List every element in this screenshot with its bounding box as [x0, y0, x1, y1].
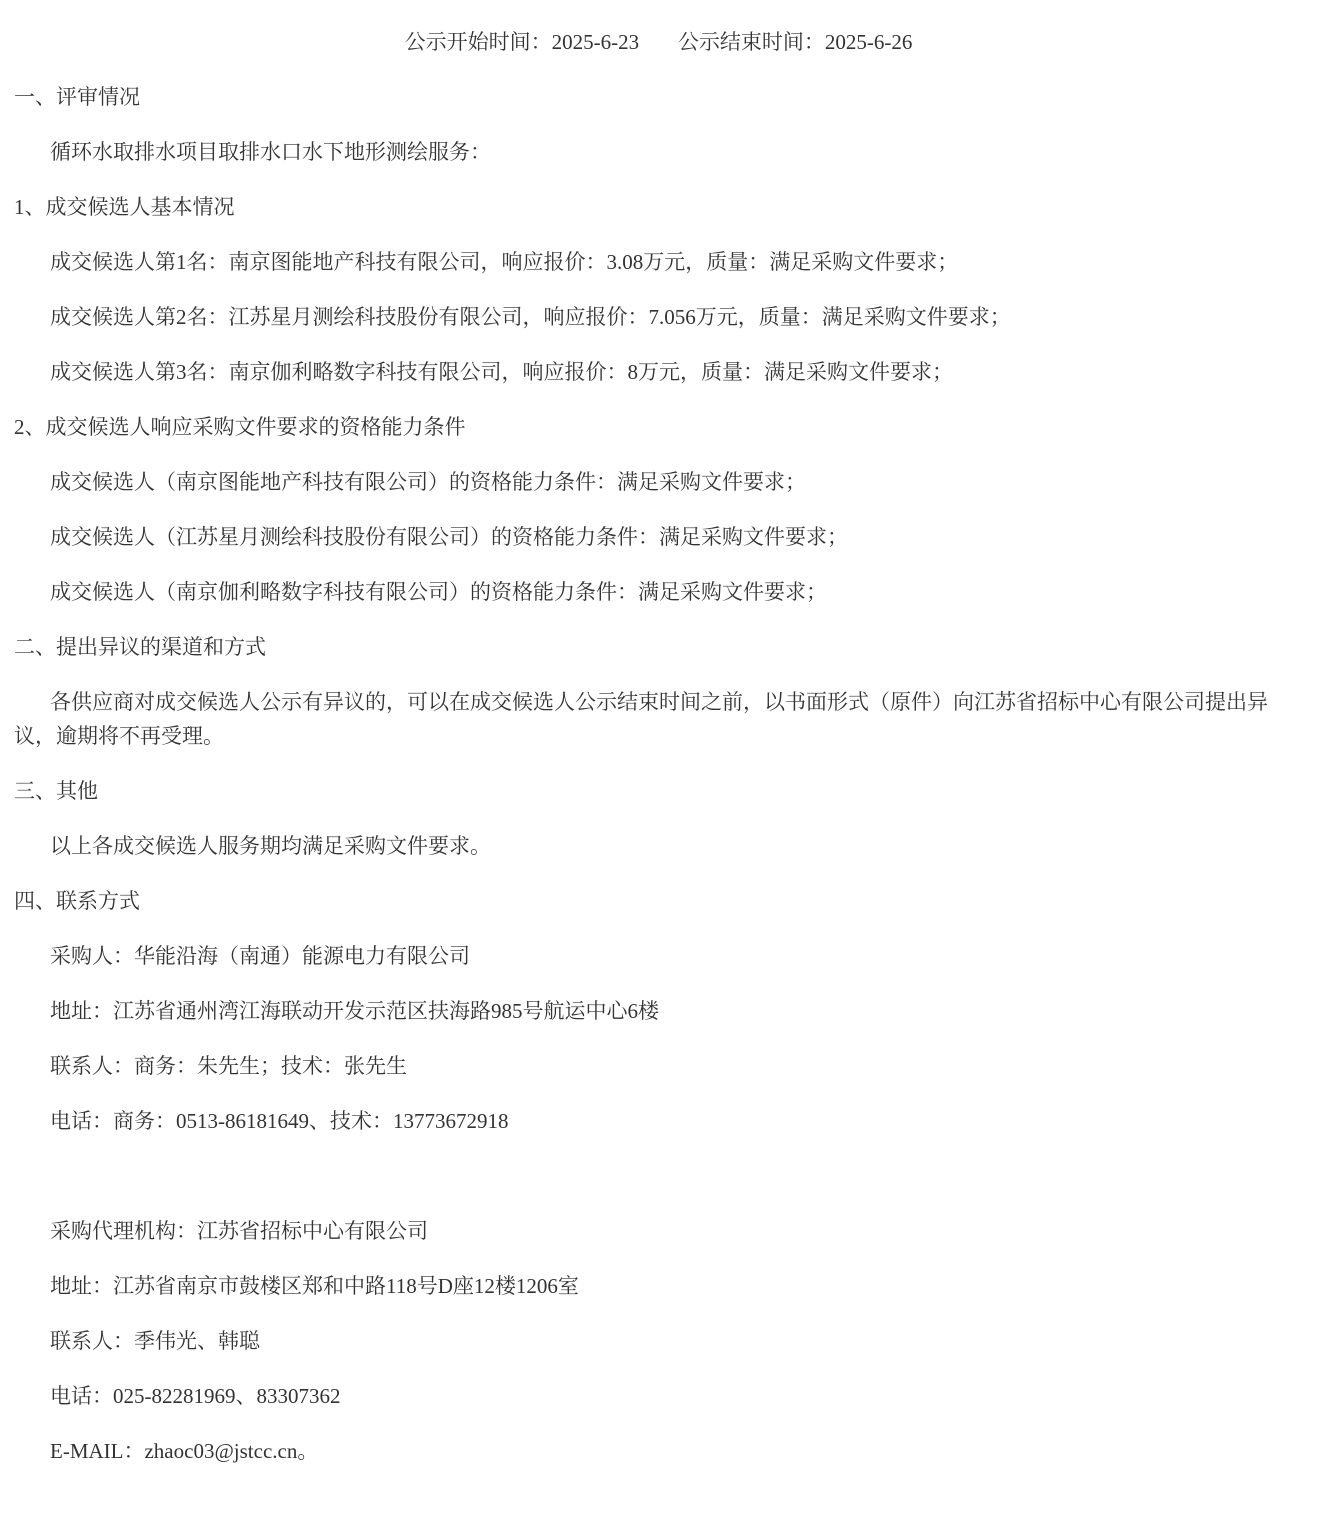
objection-body: 各供应商对成交候选人公示有异议的，可以在成交候选人公示结束时间之前，以书面形式（原件）向江苏省招标中心有限公司提出异议，逾期将不再受理。 [14, 690, 1268, 748]
section-objection-title: 二、提出异议的渠道和方式 [14, 635, 266, 659]
section-contact-title: 四、联系方式 [14, 889, 140, 913]
candidate-1: 成交候选人第1名：南京图能地产科技有限公司，响应报价：3.08万元，质量：满足采购文件要求； [50, 250, 959, 274]
candidate-2: 成交候选人第2名：江苏星月测绘科技股份有限公司，响应报价：7.056万元，质量：满足采购文件要求； [50, 305, 1011, 329]
purchaser-phone: 电话：商务：0513-86181649、技术：13773672918 [50, 1109, 509, 1133]
publicity-end-time: 公示结束时间：2025-6-26 [677, 30, 913, 54]
agency-email: E-MAIL：zhaoc03@jstcc.cn。 [50, 1439, 319, 1463]
purchaser-name: 采购人：华能沿海（南通）能源电力有限公司 [50, 944, 470, 968]
qualifications-title: 2、成交候选人响应采购文件要求的资格能力条件 [14, 415, 466, 439]
publicity-start-time: 公示开始时间：2025-6-23 [404, 30, 640, 54]
agency-name: 采购代理机构：江苏省招标中心有限公司 [50, 1219, 428, 1243]
qualification-2: 成交候选人（江苏星月测绘科技股份有限公司）的资格能力条件：满足采购文件要求； [50, 525, 848, 549]
agency-address: 地址：江苏省南京市鼓楼区郑和中路118号D座12楼1206室 [50, 1274, 579, 1298]
qualification-3: 成交候选人（南京伽利略数字科技有限公司）的资格能力条件：满足采购文件要求； [50, 580, 827, 604]
qualification-1: 成交候选人（南京图能地产科技有限公司）的资格能力条件：满足采购文件要求； [50, 470, 806, 494]
section-review-title: 一、评审情况 [14, 85, 140, 109]
candidate-3: 成交候选人第3名：南京伽利略数字科技有限公司，响应报价：8万元，质量：满足采购文件要求； [50, 360, 953, 384]
publicity-period [14, 25, 1303, 59]
project-name: 循环水取排水项目取排水口水下地形测绘服务： [50, 140, 491, 164]
blank-line [14, 1159, 1303, 1193]
agency-phone: 电话：025-82281969、83307362 [50, 1384, 341, 1408]
purchaser-contacts: 联系人：商务：朱先生；技术：张先生 [50, 1054, 407, 1078]
candidates-basic-title: 1、成交候选人基本情况 [14, 195, 235, 219]
section-other-title: 三、其他 [14, 779, 98, 803]
agency-contacts: 联系人：季伟光、韩聪 [50, 1329, 260, 1353]
other-body: 以上各成交候选人服务期均满足采购文件要求。 [50, 834, 491, 858]
purchaser-address: 地址：江苏省通州湾江海联动开发示范区扶海路985号航运中心6楼 [50, 999, 659, 1023]
